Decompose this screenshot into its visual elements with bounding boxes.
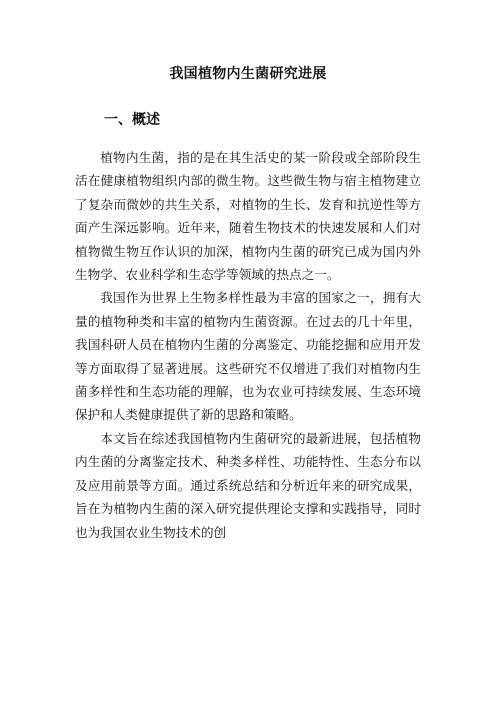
paragraph: 植物内生菌，指的是在其生活史的某一阶段或全部阶段生活在健康植物组织内部的微生物。这些微生物与宿主植物建立了复杂而微妙的共生关系，对植物的生长、发育和抗逆性等方面产生深远影响。近年来，随着生物技术的快速发展和人们对植物微生物互作认识的加深，植物内生菌的研究已成为国内外生物学、农业科学和生态学等领域的热点之一。 — [75, 150, 421, 283]
document-body — [75, 146, 421, 544]
section-heading: 一、概述 — [104, 112, 160, 128]
paragraph: 我国作为世界上生物多样性最为丰富的国家之一，拥有大量的植物种类和丰富的植物内生菌资源。在过去的几十年里，我国科研人员在植物内生菌的分离鉴定、功能挖掘和应用开发等方面取得了显著进展。这些研究不仅增进了我们对植物内生菌多样性和生态功能的理解，也为农业可持续发展、生态环境保护和人类健康提供了新的思路和策略。 — [75, 290, 421, 423]
paragraph: 本文旨在综述我国植物内生菌研究的最新进展，包括植物内生菌的分离鉴定技术、种类多样性、功能特性、生态分布以及应用前景等方面。通过系统总结和分析近年来的研究成果，旨在为植物内生菌的深入研究提供理论支撑和实践指导，同时也为我国农业生物技术的创 — [75, 430, 421, 540]
document-title: 我国植物内生菌研究进展 — [169, 66, 327, 82]
